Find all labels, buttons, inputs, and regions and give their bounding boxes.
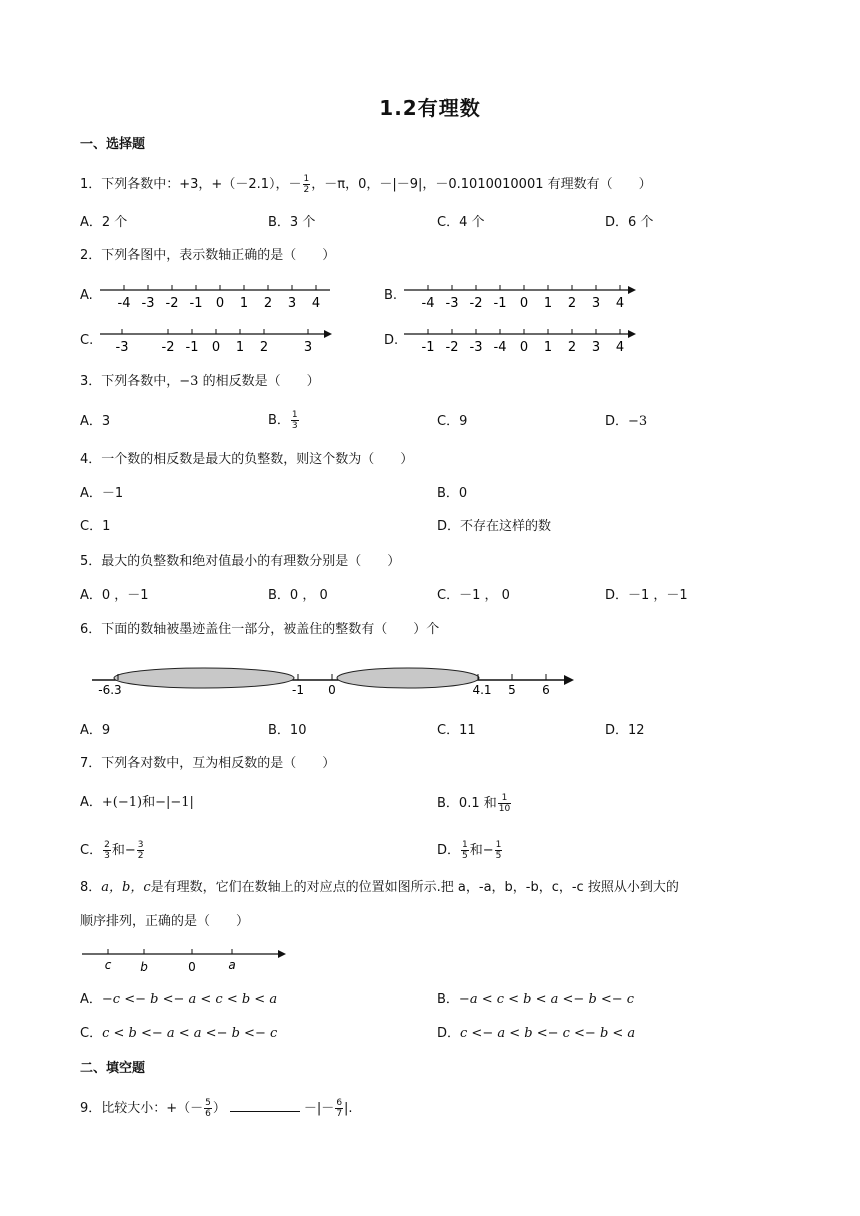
question-7-stem: 7．下列各对数中，互为相反数的是（ ） [80,756,336,771]
axis-arrow [628,330,636,338]
number-line-a [100,282,340,312]
q1-option-b: B．3 个 [268,215,316,230]
axis-label: 1 [235,340,245,355]
label-neg-6-3: -6.3 [98,683,122,697]
axis-label: 4 [615,340,625,355]
q2-option-c: C. [80,333,94,348]
q7-option-a: A．+(−1)和−|−1| [80,795,194,810]
axis-label: 0 [519,340,529,355]
number-line-c [100,326,340,356]
axis-label: -1 [421,340,435,355]
q8-option-a: A．−c <− b <− a < c < b < a [80,992,278,1007]
axis-label: 1 [543,296,553,311]
question-8-stem-line1: 8．a，b，c是有理数，它们在数轴上的对应点的位置如图所示.把 a，-a，b，-b，c，-c 按照从小到大的 [80,880,679,895]
abc-number-line [82,944,292,976]
axis-label: 3 [287,296,297,311]
q1-option-c: C．4 个 [437,215,485,230]
axis-label: 4 [615,296,625,311]
question-8-stem-line2: 顺序排列，正确的是（ ） [80,914,250,929]
q3-option-b: B． $\frac{1}{3}$ [268,410,298,431]
question-5-stem: 5．最大的负整数和绝对值最小的有理数分别是（ ） [80,554,401,569]
q3-option-a: A．3 [80,414,111,429]
axis-label: 1 [543,340,553,355]
axis-label: 0 [211,340,221,355]
q5-option-a: A．0 ，－1 [80,588,149,603]
axis-label: 1 [239,296,249,311]
q7-option-d: D． $\frac{1}{5}$ 和− $\frac{1}{5}$ [437,840,502,861]
question-9-stem: 9．比较大小：+（－ $\frac{5}{6}$ ） －|－ $\frac{6}{7}$ |. [80,1098,353,1119]
q5-option-c: C．－1 ， 0 [437,588,510,603]
axis-label: -3 [445,296,459,311]
label-c: c [104,958,112,972]
axis-label: -1 [189,296,203,311]
axis-label: 0 [519,296,529,311]
label-a: a [228,958,236,972]
axis-label: 4 [311,296,321,311]
q8-option-c: C．c < b <− a < a <− b <− c [80,1026,278,1041]
axis-label: -3 [141,296,155,311]
question-4-stem: 4．一个数的相反数是最大的负整数，则这个数为（ ） [80,452,414,467]
axis-label: -2 [161,340,175,355]
q5-option-b: B．0 ， 0 [268,588,328,603]
label-0: 0 [188,960,196,974]
axis-label: 0 [215,296,225,311]
question-1-prefix: 1．下列各数中：+3，+（－2.1），－ [80,177,302,192]
q6-option-b: B．10 [268,723,307,738]
q4-option-b: B．0 [437,486,468,501]
label-0: 0 [328,683,336,697]
question-1-suffix: ，－π，0，－|－9|，－0.1010010001 有理数有（ ） [311,177,652,192]
axis-label: 2 [567,340,577,355]
q6-option-c: C．11 [437,723,476,738]
q1-option-d: D．6 个 [605,215,654,230]
question-1-stem [80,174,652,195]
axis-label: -1 [185,340,199,355]
q5-option-d: D．－1 ，－1 [605,588,688,603]
number-line-b [404,282,644,312]
q8-option-b: B．−a < c < b < a <− b <− c [437,992,635,1007]
q3-option-d: D．−3 [605,414,648,429]
label-4-1: 4.1 [472,683,492,697]
ink-blot-left [114,668,294,688]
axis-label: 3 [591,340,601,355]
axis-label: -2 [469,296,483,311]
axis-label: 3 [591,296,601,311]
label-b: b [140,960,148,974]
axis-label: -4 [493,340,507,355]
question-6-stem: 6．下面的数轴被墨迹盖住一部分，被盖住的整数有（ ）个 [80,622,440,637]
answer-blank[interactable] [230,1099,300,1112]
q6-option-a: A．9 [80,723,111,738]
axis-arrow [628,286,636,294]
section-heading-choice: 一、选择题 [80,137,146,152]
section-heading-fill: 二、填空题 [80,1061,146,1076]
question-2-stem: 2．下列各图中，表示数轴正确的是（ ） [80,248,336,263]
ink-covered-number-line [88,664,578,698]
page-title: 1.2有理数 [379,96,481,120]
label-6: 6 [542,683,550,697]
axis-label: 2 [263,296,273,311]
axis-arrow [564,675,574,685]
q2-option-b: B. [384,288,398,303]
q6-option-d: D．12 [605,723,645,738]
axis-label: -3 [469,340,483,355]
fraction-one-half: $\frac{1}{2}$ [303,174,310,195]
axis-label: -3 [115,340,129,355]
number-line-d [404,326,644,356]
q4-option-c: C．1 [80,519,111,534]
axis-label: -1 [493,296,507,311]
axis-label: -4 [117,296,131,311]
q2-option-a: A. [80,288,93,303]
label-neg-1: -1 [292,683,304,697]
question-3-stem: 3．下列各数中，−3 的相反数是（ ） [80,374,320,389]
axis-arrow [324,330,332,338]
q3-option-c: C．9 [437,414,468,429]
q7-option-b: B．0.1 和 $\frac{1}{10}$ [437,793,511,814]
q8-option-d: D．c <− a < b <− c <− b < a [437,1026,636,1041]
q7-option-c: C． $\frac{2}{3}$ 和− $\frac{3}{2}$ [80,840,144,861]
axis-label: -4 [421,296,435,311]
q1-option-a: A．2 个 [80,215,128,230]
axis-label: -2 [445,340,459,355]
q2-option-d: D. [384,333,399,348]
q4-option-d: D．不存在这样的数 [437,519,552,534]
axis-label: 2 [567,296,577,311]
axis-label: 2 [259,340,269,355]
label-5: 5 [508,683,516,697]
q4-option-a: A．－1 [80,486,124,501]
axis-arrow [278,950,286,958]
ink-blot-right [337,668,479,688]
axis-label: -2 [165,296,179,311]
axis-label: 3 [303,340,313,355]
